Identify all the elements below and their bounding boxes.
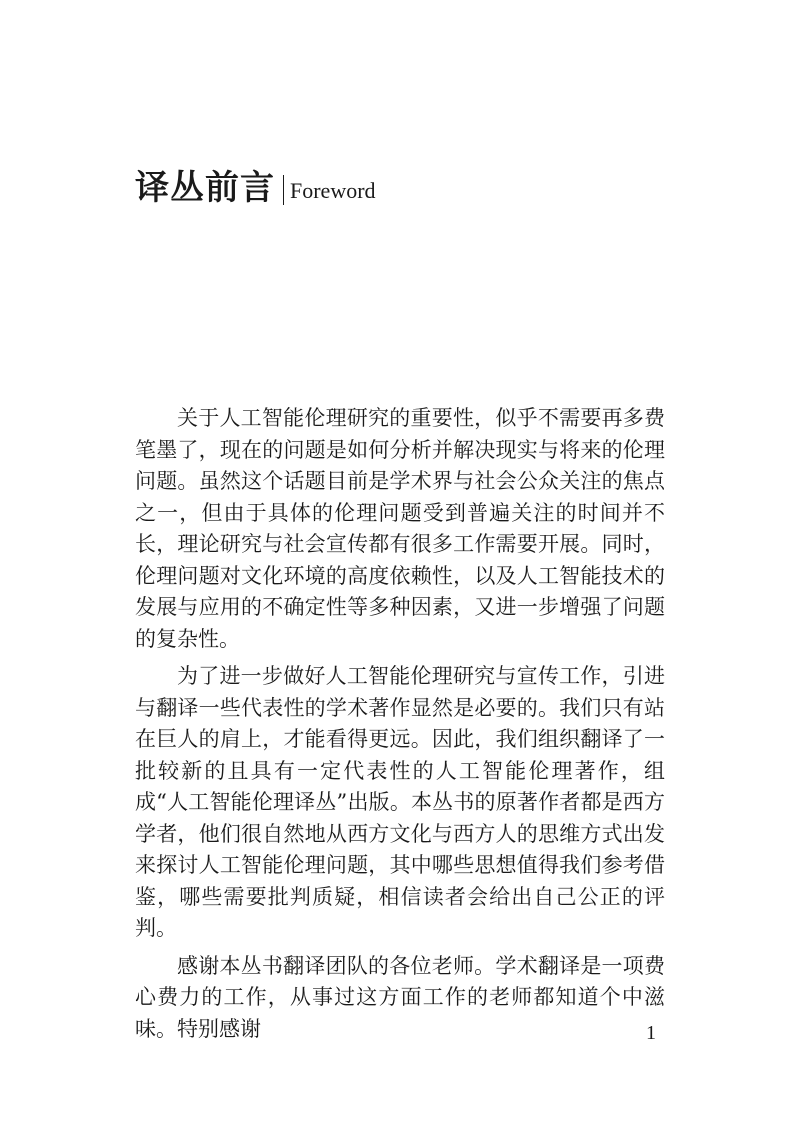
page-number: 1 <box>646 1022 656 1044</box>
paragraph: 感谢本丛书翻译团队的各位老师。学术翻译是一项费心费力的工作，从事过这方面工作的老师都知道个中滋味。特别感谢 <box>135 953 665 1041</box>
chapter-title-chinese: 译丛前言 <box>135 168 275 208</box>
foreword-body <box>135 403 665 1051</box>
paragraph: 为了进一步做好人工智能伦理研究与宣传工作，引进与翻译一些代表性的学术著作显然是必要的。我们只有站在巨人的肩上，才能看得更远。因此，我们组织翻译了一批较新的且具有一定代表性的人工智能伦理著作，组成“人工智能伦理译丛”出版。本丛书的原著作者都是西方学者，他们很自然地从西方文化与西方人的思维方式出发来探讨人工智能伦理问题，其中哪些思想值得我们参考借鉴，哪些需要批判质疑，相信读者会给出自己公正的评判。 <box>135 664 665 940</box>
title-divider <box>283 175 284 205</box>
paragraph: 关于人工智能伦理研究的重要性，似乎不需要再多费笔墨了，现在的问题是如何分析并解决现实与将来的伦理问题。虽然这个话题目前是学术界与社会公众关注的焦点之一，但由于具体的伦理问题受到普遍关注的时间并不长，理论研究与社会宣传都有很多工作需要开展。同时，伦理问题对文化环境的高度依赖性，以及人工智能技术的发展与应用的不确定性等多种因素，又进一步增强了问题的复杂性。 <box>135 406 665 651</box>
chapter-title-english: Foreword <box>290 178 376 203</box>
chapter-header <box>135 168 376 208</box>
